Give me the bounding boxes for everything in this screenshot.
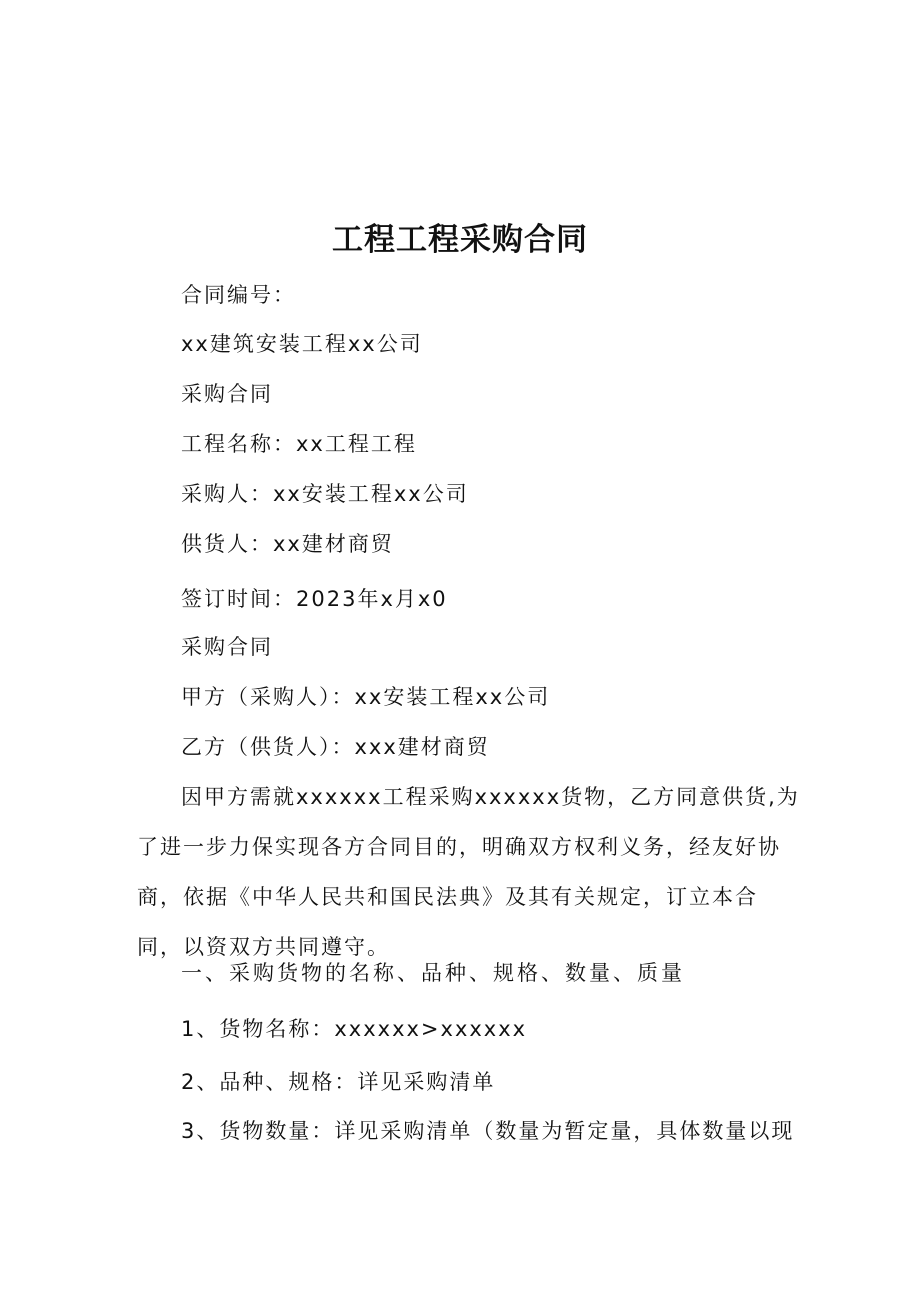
contract-number-line: 合同编号： (181, 283, 296, 307)
party-b-line: 乙方（供货人）：xxx建材商贸 (181, 735, 490, 759)
item-goods-quantity: 3、货物数量：详见采购清单（数量为暂定量，具体数量以现 (181, 1119, 795, 1143)
company-name-line: xx建筑安装工程xx公司 (181, 332, 423, 356)
item-goods-name: 1、货物名称：xxxxxx>xxxxxx (181, 1017, 528, 1041)
section-heading: 一、采购货物的名称、品种、规格、数量、质量 (181, 961, 685, 985)
intro-paragraph-line: 因甲方需就xxxxxx工程采购xxxxxx货物，乙方同意供货,为 (181, 785, 800, 809)
intro-paragraph-line: 同，以资双方共同遵守。 (137, 935, 390, 959)
party-a-line: 甲方（采购人）：xx安装工程xx公司 (181, 685, 551, 709)
intro-paragraph (137, 772, 800, 972)
item-variety-spec: 2、品种、规格：详见采购清单 (181, 1070, 496, 1094)
contract-type-line-2: 采购合同 (181, 635, 273, 659)
supplier-line: 供货人：xx建材商贸 (181, 532, 394, 556)
signing-date-line: 签订时间：2023年x月x0 (181, 587, 448, 611)
intro-paragraph-line: 了进一步力保实现各方合同目的，明确双方权利义务，经友好协 (137, 835, 781, 859)
intro-paragraph-line: 商，依据《中华人民共和国民法典》及其有关规定，订立本合 (137, 885, 758, 909)
contract-type-line: 采购合同 (181, 382, 273, 406)
document-title: 工程工程采购合同 (332, 222, 588, 258)
purchaser-line: 采购人：xx安装工程xx公司 (181, 482, 469, 506)
project-name-line: 工程名称：xx工程工程 (181, 432, 417, 456)
